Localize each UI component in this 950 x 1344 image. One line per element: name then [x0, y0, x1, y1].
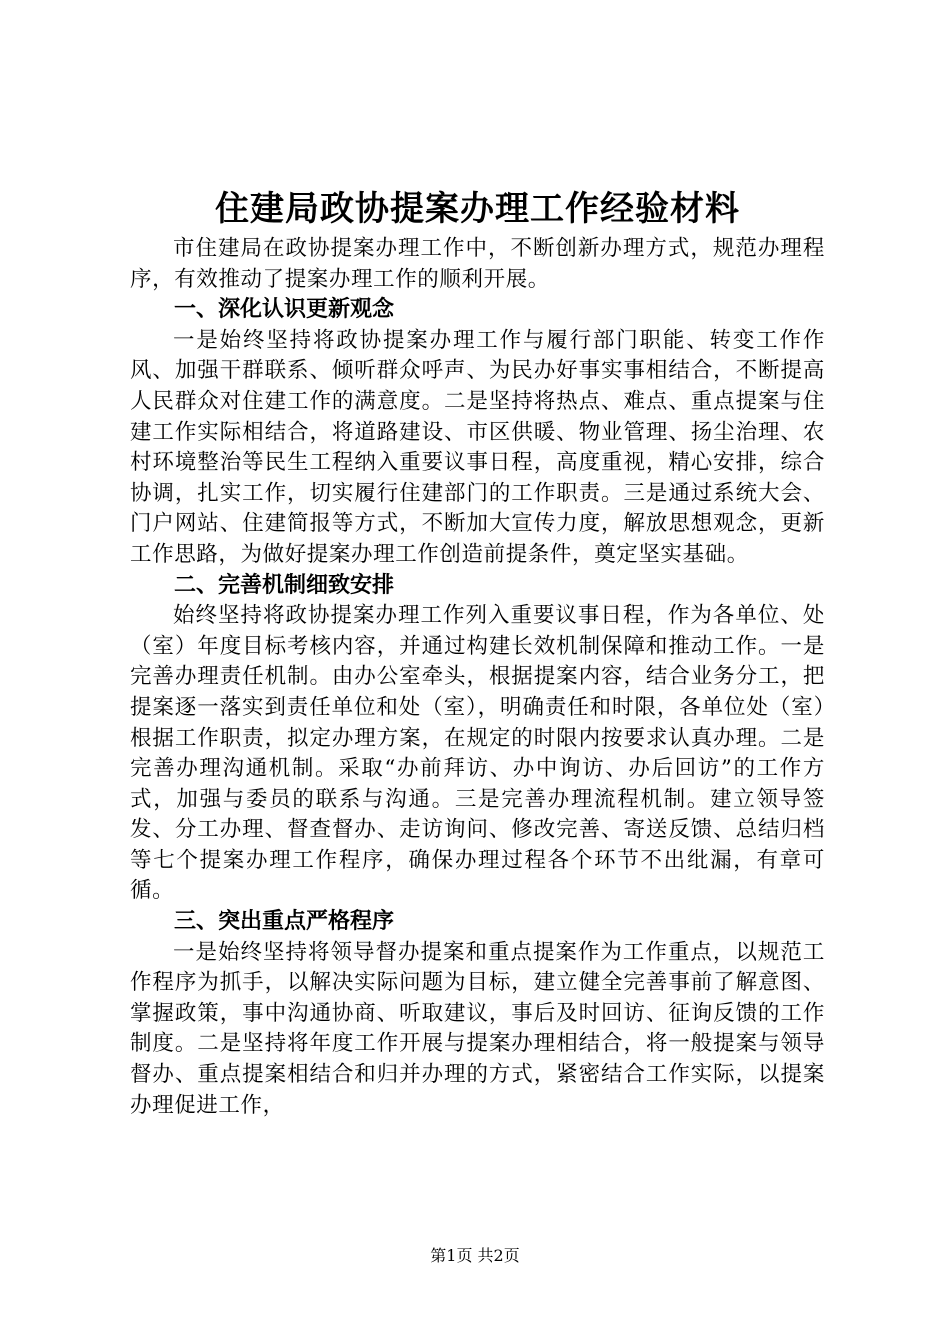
document-title: 住建局政协提案办理工作经验材料: [215, 189, 740, 229]
page-number-footer: 第1页 共2页: [430, 1246, 520, 1265]
document-page: [130, 186, 825, 1121]
section-body-3: 一是始终坚持将领导督办提案和重点提案作为工作重点，以规范工作程序为抓手，以解决实际问题为目标，建立健全完善事前了解意图、掌握政策，事中沟通协商、听取建议，事后及时回访、征询反馈的工作制度。二是坚持将年度工作开展与提案办理相结合，将一般提案与领导督办、重点提案相结合和归并办理的方式，紧密结合工作实际，以提案办理促进工作，: [130, 939, 825, 1118]
section-body-1: 一是始终坚持将政协提案办理工作与履行部门职能、转变工作作风、加强干群联系、倾听群众呼声、为民办好事实事相结合，不断提高人民群众对住建工作的满意度。二是坚持将热点、难点、重点提案与住建工作实际相结合，将道路建设、市区供暖、物业管理、扬尘治理、农村环境整治等民生工程纳入重要议事日程，高度重视，精心安排，综合协调，扎实工作，切实履行住建部门的工作职责。三是通过系统大会、门户网站、住建简报等方式，不断加大宣传力度，解放思想观念，更新工作思路，为做好提案办理工作创造前提条件，奠定坚实基础。: [130, 327, 825, 567]
section-body-2: 始终坚持将政协提案办理工作列入重要议事日程，作为各单位、处（室）年度目标考核内容，并通过构建长效机制保障和推动工作。一是完善办理责任机制。由办公室牵头，根据提案内容，结合业务分工，把提案逐一落实到责任单位和处（室），明确责任和时限，各单位处（室）根据工作职责，拟定办理方案，在规定的时限内按要求认真办理。二是完善办理沟通机制。采取“办前拜访、办中询访、办后回访”的工作方式，加强与委员的联系与沟通。三是完善办理流程机制。建立领导签发、分工办理、督查督办、走访询问、修改完善、寄送反馈、总结归档等七个提案办理工作程序，确保办理过程各个环节不出纰漏，有章可循。: [130, 603, 825, 904]
intro-paragraph: 市住建局在政协提案办理工作中，不断创新办理方式，规范办理程序，有效推动了提案办理工作的顺利开展。: [130, 236, 825, 292]
section-heading-3: 三、突出重点严格程序: [174, 909, 395, 935]
section-heading-1: 一、深化认识更新观念: [174, 297, 395, 323]
section-heading-2: 二、完善机制细致安排: [174, 572, 395, 598]
